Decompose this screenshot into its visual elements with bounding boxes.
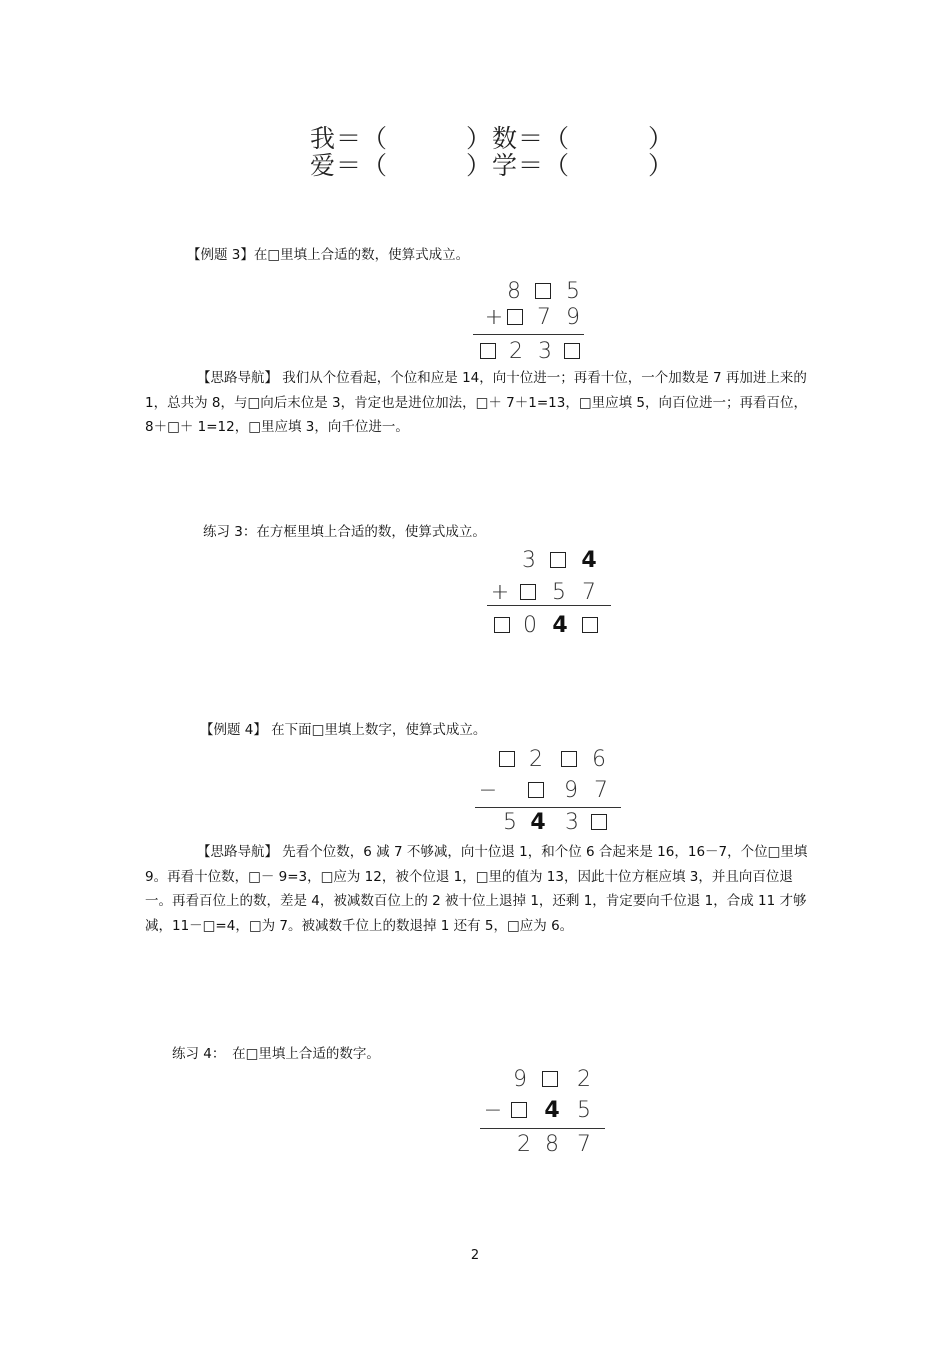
- sum-line: [473, 334, 584, 335]
- calc-cell: 4: [544, 1098, 560, 1123]
- blank-box: [578, 611, 604, 641]
- blank-box: [490, 611, 516, 641]
- practice4-heading: 练习 4： 在□里填上合适的数字。: [172, 1046, 380, 1062]
- top-equation-line-2: 爱＝（ ）学＝（ ）: [310, 151, 675, 180]
- blank-box: [503, 303, 529, 333]
- example3-heading: 【例题 3】在□里填上合适的数，使算式成立。: [187, 247, 470, 263]
- minus-sign: −: [478, 778, 498, 803]
- calc-cell: 4: [530, 810, 546, 835]
- calc-row: [480, 1065, 606, 1095]
- calc-cell: 3: [522, 548, 536, 573]
- calc-row: [475, 808, 622, 838]
- example4-heading: 【例题 4】 在下面□里填上数字，使算式成立。: [200, 722, 487, 738]
- calc-row: [480, 1096, 606, 1126]
- calc-row: [473, 337, 588, 367]
- calc-cell: 9: [564, 778, 578, 803]
- calc-cell: 7: [582, 580, 596, 605]
- calc-cell: 3: [565, 810, 579, 835]
- calc-cell: [491, 546, 517, 576]
- calc-row: [480, 1130, 606, 1160]
- calc-cell: 5: [552, 580, 566, 605]
- calc-cell: 8: [545, 1132, 559, 1157]
- blank-box: [560, 337, 586, 367]
- calc-cell: 9: [566, 305, 580, 330]
- calc-cell: 6: [592, 747, 606, 772]
- calc-cell: 2: [529, 747, 543, 772]
- blank-box: [546, 546, 572, 576]
- calc-row: [475, 776, 622, 806]
- plus-sign: +: [484, 305, 504, 330]
- calc-cell: [484, 1130, 510, 1160]
- calc-cell: 5: [577, 1098, 591, 1123]
- blank-box: [516, 578, 542, 608]
- calc-cell: 3: [538, 339, 552, 364]
- minus-sign: −: [483, 1098, 503, 1123]
- calc-cell: 2: [517, 1132, 531, 1157]
- calc-cell: 7: [594, 778, 608, 803]
- calc-cell: 9: [513, 1067, 527, 1092]
- calc-cell: 4: [552, 613, 568, 638]
- example3-thinking-text: 【思路导航】 我们从个位看起，个位和应是 14，向十位进一；再看十位，一个加数是 7 再加进上来的 1，总共为 8，与□向后末位是 3，肯定也是进位加法，□＋ 7＋1=13，□里应填 5，向百位进一；再看百位，8＋□＋ 1=12，□里应填 3，向千位进一。: [145, 370, 807, 435]
- calc-row: [473, 303, 588, 333]
- example3-vertical-addition: [473, 277, 588, 373]
- page-number: 2: [470, 1248, 480, 1263]
- calc-cell: 4: [581, 548, 597, 573]
- blank-box: [507, 1096, 533, 1126]
- practice4-vertical-subtraction: [480, 1065, 606, 1161]
- blank-box: [495, 745, 521, 775]
- plus-sign: +: [490, 580, 510, 605]
- example3-thinking: [145, 366, 810, 440]
- blank-box: [476, 337, 502, 367]
- calc-cell: 2: [577, 1067, 591, 1092]
- calc-row: [487, 611, 612, 641]
- practice3-heading: 练习 3：在方框里填上合适的数，使算式成立。: [203, 524, 486, 540]
- calc-cell: 7: [537, 305, 551, 330]
- blank-box: [587, 808, 613, 838]
- blank-box: [538, 1065, 564, 1095]
- example4-vertical-subtraction: [475, 745, 622, 841]
- difference-line: [480, 1128, 605, 1129]
- calc-row: [475, 745, 622, 775]
- calc-cell: 0: [523, 613, 537, 638]
- sum-line: [487, 605, 611, 606]
- blank-box: [524, 776, 550, 806]
- calc-cell: 5: [503, 810, 517, 835]
- calc-row: [487, 546, 612, 576]
- calc-cell: 7: [577, 1132, 591, 1157]
- calc-cell: 8: [507, 279, 521, 304]
- example4-thinking: [145, 840, 810, 938]
- calc-row: [487, 578, 612, 608]
- calc-cell: 2: [509, 339, 523, 364]
- top-equation-line-1: 我＝（ ）数＝（ ）: [310, 124, 675, 153]
- blank-box: [557, 745, 583, 775]
- example4-thinking-text: 【思路导航】 先看个位数，6 减 7 不够减，向十位退 1，和个位 6 合起来是 16，16－7，个位□里填 9。再看十位数，□－ 9=3，□应为 12，被个位退 1，□里的值为 13，因此十位方框应填 3，并且向百位退一。再看百位上的数，差是 4，被减数百位上的 2 被十位上退掉 1，还剩 1，肯定要向千位退 1，合成 11 才够减，11－□=4，□为 7。被减数千位上的数退掉 1 还有 5，□应为 6。: [145, 844, 808, 934]
- practice3-vertical-addition: [487, 546, 612, 642]
- calc-cell: 5: [566, 279, 580, 304]
